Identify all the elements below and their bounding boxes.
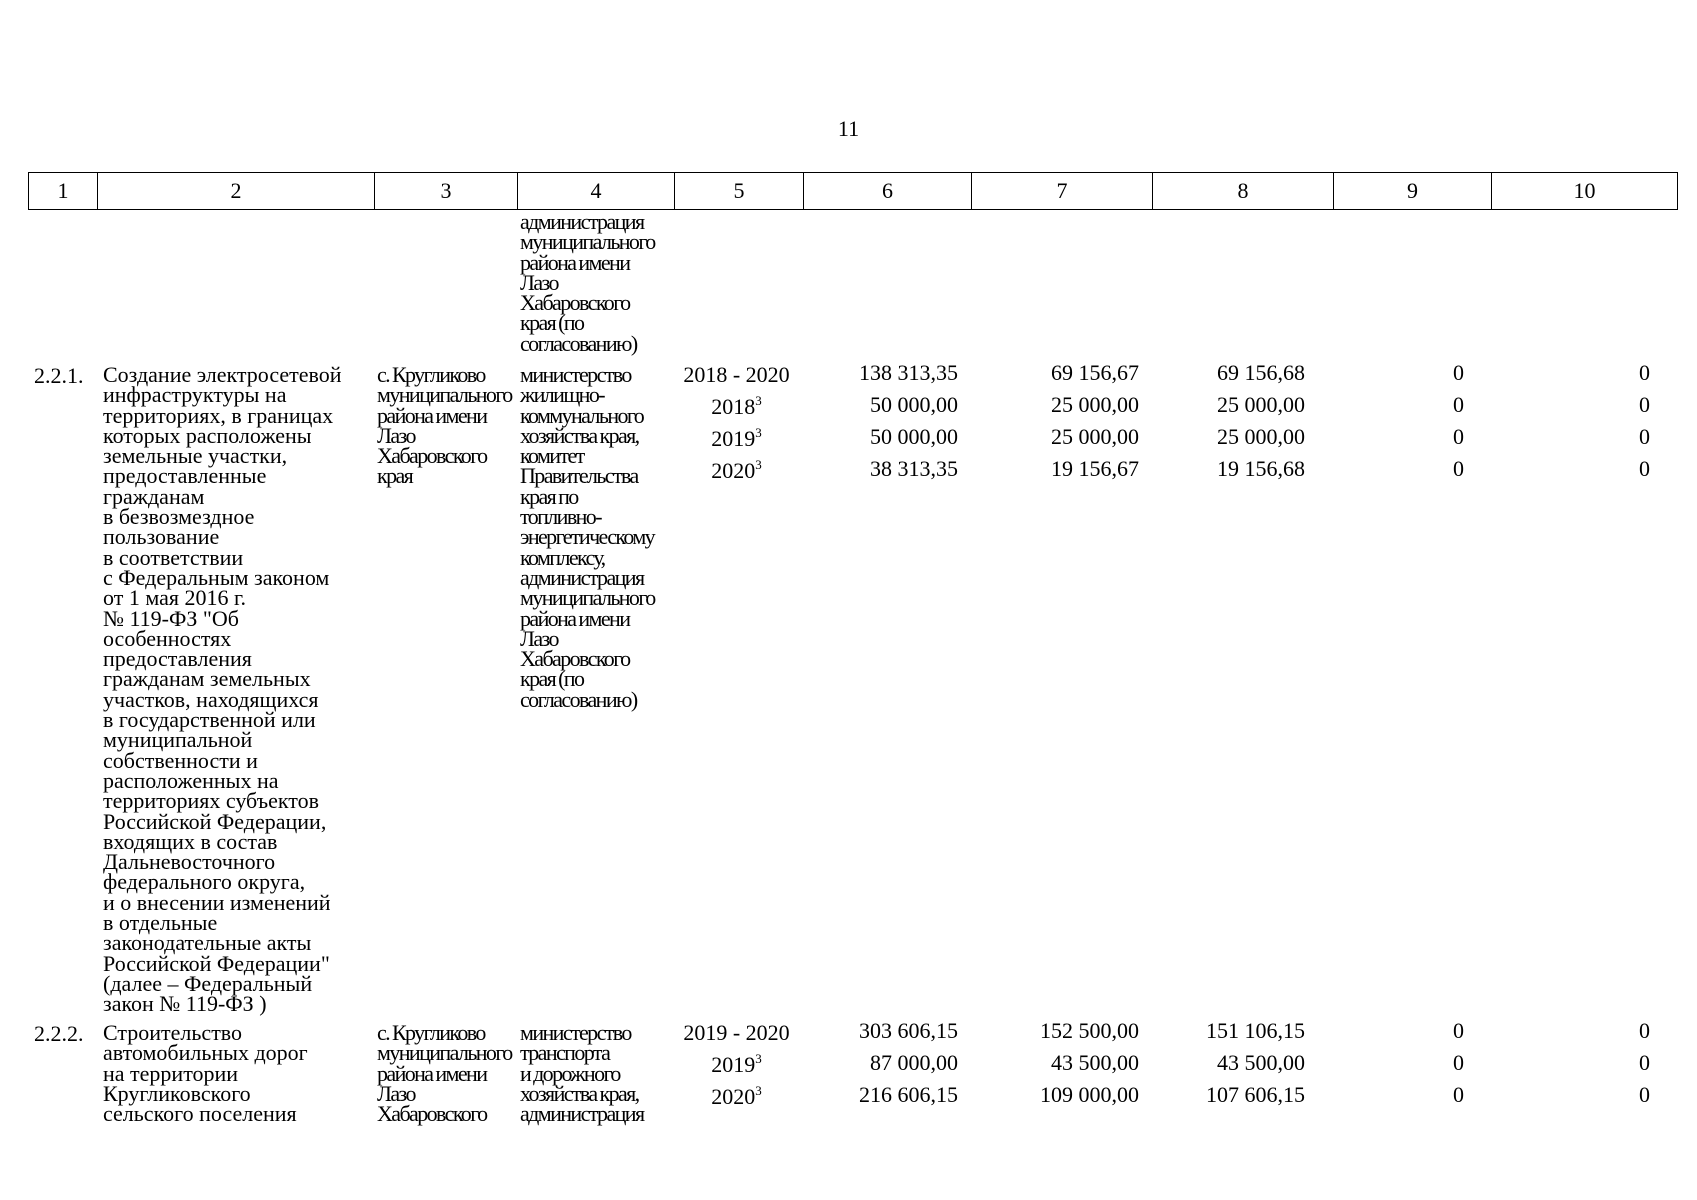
col8-cell: 107 606,15 <box>1206 1082 1305 1107</box>
col10-cell: 0 <box>1639 1018 1650 1043</box>
col9-cell: 0 <box>1453 1018 1464 1043</box>
col-header-6: 6 <box>804 173 972 210</box>
col9-cell: 0 <box>1453 360 1464 385</box>
period-cell: 2020$^3$ <box>711 1083 762 1109</box>
total-cell: 87 000,00 <box>870 1050 958 1075</box>
row-executor: министерство транспорта и дорожного хозяйства края, администрация <box>520 1020 644 1127</box>
total-cell: 303 606,15 <box>859 1018 958 1043</box>
row-code: 2.2.2. <box>34 1021 84 1046</box>
col-header-2: 2 <box>98 173 375 210</box>
col9-cell: 0 <box>1453 424 1464 449</box>
col-header-3: 3 <box>375 173 518 210</box>
period-cell: 2018$^3$ <box>711 393 762 419</box>
total-cell: 138 313,35 <box>859 360 958 385</box>
col-header-8: 8 <box>1153 173 1334 210</box>
continued-executor-cell: администрация муниципального района имени Лазо Хабаровского края (по согласованию) <box>520 209 655 356</box>
row-name: Создание электросетевой инфраструктуры на территориях, в границах которых расположены земельные участки, предоставленные гражданам в безвозмездное пользование в соответствии с Федеральным законом от 1 мая 2016 г. № 119-ФЗ "Об особенностях предоставления гражданам земельных участков, находящихся в государственной или муниципальной собственности и расположенных на территориях субъектов Российской Федерации, входящих в состав Дальневосточного федерального округа, и о внесении изменений в отдельные законодательные акты Российской Федерации" (далее – Федеральный закон № 119-ФЗ ) <box>103 362 342 1017</box>
total-cell: 216 606,15 <box>859 1082 958 1107</box>
col9-cell: 0 <box>1453 392 1464 417</box>
col-header-9: 9 <box>1334 173 1492 210</box>
row-name: Строительство автомобильных дорог на территории Кругликовского сельского поселения <box>103 1020 308 1127</box>
col7-cell: 25 000,00 <box>1051 424 1139 449</box>
row-location: с. Кругликово муниципального района имени Лазо Хабаровского <box>377 1020 512 1127</box>
col10-cell: 0 <box>1639 1082 1650 1107</box>
col7-cell: 25 000,00 <box>1051 392 1139 417</box>
col8-cell: 25 000,00 <box>1217 392 1305 417</box>
col8-cell: 69 156,68 <box>1217 360 1305 385</box>
col9-cell: 0 <box>1453 1050 1464 1075</box>
total-cell: 38 313,35 <box>870 456 958 481</box>
col8-cell: 43 500,00 <box>1217 1050 1305 1075</box>
row-code: 2.2.1. <box>34 363 84 388</box>
col9-cell: 0 <box>1453 1082 1464 1107</box>
col8-cell: 19 156,68 <box>1217 456 1305 481</box>
col-header-4: 4 <box>518 173 675 210</box>
period-cell: 2019$^3$ <box>711 1051 762 1077</box>
col7-cell: 109 000,00 <box>1040 1082 1139 1107</box>
col-header-1: 1 <box>29 173 98 210</box>
col8-cell: 151 106,15 <box>1206 1018 1305 1043</box>
col8-cell: 25 000,00 <box>1217 424 1305 449</box>
col-header-10: 10 <box>1492 173 1678 210</box>
page-number: 11 <box>837 116 860 141</box>
col10-cell: 0 <box>1639 360 1650 385</box>
col7-cell: 43 500,00 <box>1051 1050 1139 1075</box>
col9-cell: 0 <box>1453 456 1464 481</box>
total-cell: 50 000,00 <box>870 392 958 417</box>
period-cell: 2020$^3$ <box>711 457 762 483</box>
col10-cell: 0 <box>1639 424 1650 449</box>
period-cell: 2018 - 2020 <box>683 362 790 387</box>
period-cell: 2019$^3$ <box>711 425 762 451</box>
col10-cell: 0 <box>1639 1050 1650 1075</box>
col-header-7: 7 <box>972 173 1153 210</box>
col10-cell: 0 <box>1639 456 1650 481</box>
col7-cell: 69 156,67 <box>1051 360 1139 385</box>
row-location: с. Кругликово муниципального района имени Лазо Хабаровского края <box>377 362 512 489</box>
col10-cell: 0 <box>1639 392 1650 417</box>
col7-cell: 152 500,00 <box>1040 1018 1139 1043</box>
row-executor: министерство жилищно- коммунального хозяйства края, комитет Правительства края по топливно- энергетическому комплексу, администрация муниципального района имени Лазо Хабаровского края (по согласованию) <box>520 362 655 712</box>
total-cell: 50 000,00 <box>870 424 958 449</box>
col7-cell: 19 156,67 <box>1051 456 1139 481</box>
period-cell: 2019 - 2020 <box>683 1020 790 1045</box>
column-number-header <box>28 172 1678 210</box>
col-header-5: 5 <box>675 173 804 210</box>
